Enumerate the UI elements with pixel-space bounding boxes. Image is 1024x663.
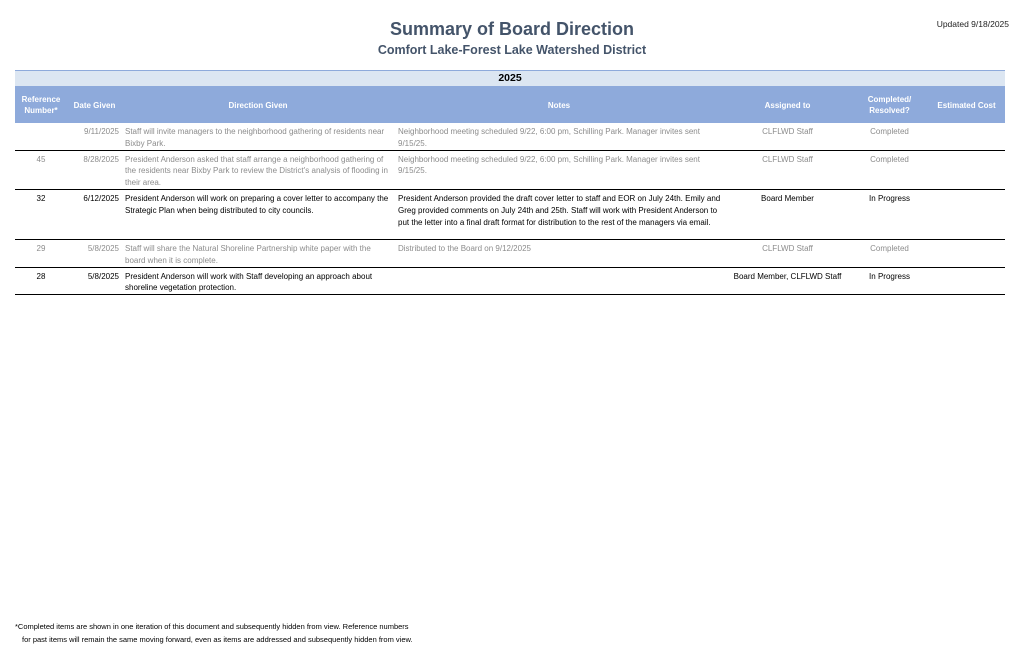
header-estimated-cost: Estimated Cost bbox=[928, 87, 1005, 124]
cell-notes: Neighborhood meeting scheduled 9/22, 6:00 pm, Schilling Park. Manager invites sent 9/15/25. bbox=[394, 150, 724, 189]
header-notes: Notes bbox=[394, 87, 724, 124]
cell-assigned: CLFLWD Staff bbox=[724, 239, 851, 267]
year-label: 2025 bbox=[15, 71, 1005, 87]
cell-date: 6/12/2025 bbox=[67, 189, 122, 239]
cell-cost bbox=[928, 267, 1005, 295]
header-date-given: Date Given bbox=[67, 87, 122, 124]
cell-cost bbox=[928, 239, 1005, 267]
footnote-line2: for past items will remain the same moving forward, even as items are addressed and subsequently hidden from view. bbox=[22, 634, 413, 644]
cell-reference: 32 bbox=[15, 189, 67, 239]
header-completed-line2: Resolved? bbox=[869, 106, 910, 115]
page-subtitle: Comfort Lake-Forest Lake Watershed District bbox=[377, 43, 647, 57]
cell-status: Completed bbox=[851, 239, 928, 267]
header-reference-line1: Reference bbox=[21, 95, 61, 104]
cell-status: Completed bbox=[851, 123, 928, 150]
cell-assigned: CLFLWD Staff bbox=[724, 150, 851, 189]
table-row bbox=[15, 267, 1005, 295]
cell-reference: 29 bbox=[15, 239, 67, 267]
table-row bbox=[15, 239, 1005, 267]
header-completed-resolved bbox=[851, 87, 928, 124]
cell-direction: Staff will invite managers to the neighborhood gathering of residents near Bixby Park. bbox=[122, 123, 394, 150]
cell-notes: President Anderson provided the draft cover letter to staff and EOR on July 24th. Emily and Greg provided comments on July 24th and 25th. Staff will work with President Anderson to put the letter into a final draft format for distribution to the rest of the managers via email. bbox=[394, 189, 724, 239]
footnote bbox=[15, 621, 413, 646]
cell-assigned: Board Member, CLFLWD Staff bbox=[724, 267, 851, 295]
cell-reference: 28 bbox=[15, 267, 67, 295]
cell-cost bbox=[928, 150, 1005, 189]
cell-direction: President Anderson asked that staff arrange a neighborhood gathering of the residents near Bixby Park to review the District's analysis of flooding in their area. bbox=[122, 150, 394, 189]
updated-date: Updated 9/18/2025 bbox=[936, 19, 1009, 29]
page-title: Summary of Board Direction bbox=[389, 19, 635, 39]
header-reference-number bbox=[15, 87, 67, 124]
cell-status: In Progress bbox=[851, 267, 928, 295]
table-row bbox=[15, 189, 1005, 239]
header-assigned-to: Assigned to bbox=[724, 87, 851, 124]
cell-notes: Neighborhood meeting scheduled 9/22, 6:00 pm, Schilling Park. Manager invites sent 9/15/25. bbox=[394, 123, 724, 150]
board-direction-table bbox=[15, 70, 1005, 295]
cell-status: In Progress bbox=[851, 189, 928, 239]
cell-date: 9/11/2025 bbox=[67, 123, 122, 150]
header-reference-line2: Number* bbox=[24, 106, 58, 115]
column-header-row bbox=[15, 87, 1005, 124]
cell-reference: 45 bbox=[15, 150, 67, 189]
cell-cost bbox=[928, 123, 1005, 150]
table-row bbox=[15, 123, 1005, 150]
cell-date: 8/28/2025 bbox=[67, 150, 122, 189]
year-header-row bbox=[15, 71, 1005, 87]
footnote-line1: *Completed items are shown in one iteration of this document and subsequently hidden from view. Reference numbers bbox=[15, 622, 409, 631]
cell-status: Completed bbox=[851, 150, 928, 189]
cell-direction: President Anderson will work on preparing a cover letter to accompany the Strategic Plan when being distributed to city councils. bbox=[122, 189, 394, 239]
cell-assigned: Board Member bbox=[724, 189, 851, 239]
cell-notes: Distributed to the Board on 9/12/2025 bbox=[394, 239, 724, 267]
cell-assigned: CLFLWD Staff bbox=[724, 123, 851, 150]
cell-reference bbox=[15, 123, 67, 150]
cell-notes bbox=[394, 267, 724, 295]
cell-cost bbox=[928, 189, 1005, 239]
cell-direction: President Anderson will work with Staff developing an approach about shoreline vegetation protection. bbox=[122, 267, 394, 295]
header-completed-line1: Completed/ bbox=[867, 95, 912, 104]
cell-direction: Staff will share the Natural Shoreline Partnership white paper with the board when it is complete. bbox=[122, 239, 394, 267]
header-direction-given: Direction Given bbox=[122, 87, 394, 124]
table-row bbox=[15, 150, 1005, 189]
cell-date: 5/8/2025 bbox=[67, 267, 122, 295]
cell-date: 5/8/2025 bbox=[67, 239, 122, 267]
